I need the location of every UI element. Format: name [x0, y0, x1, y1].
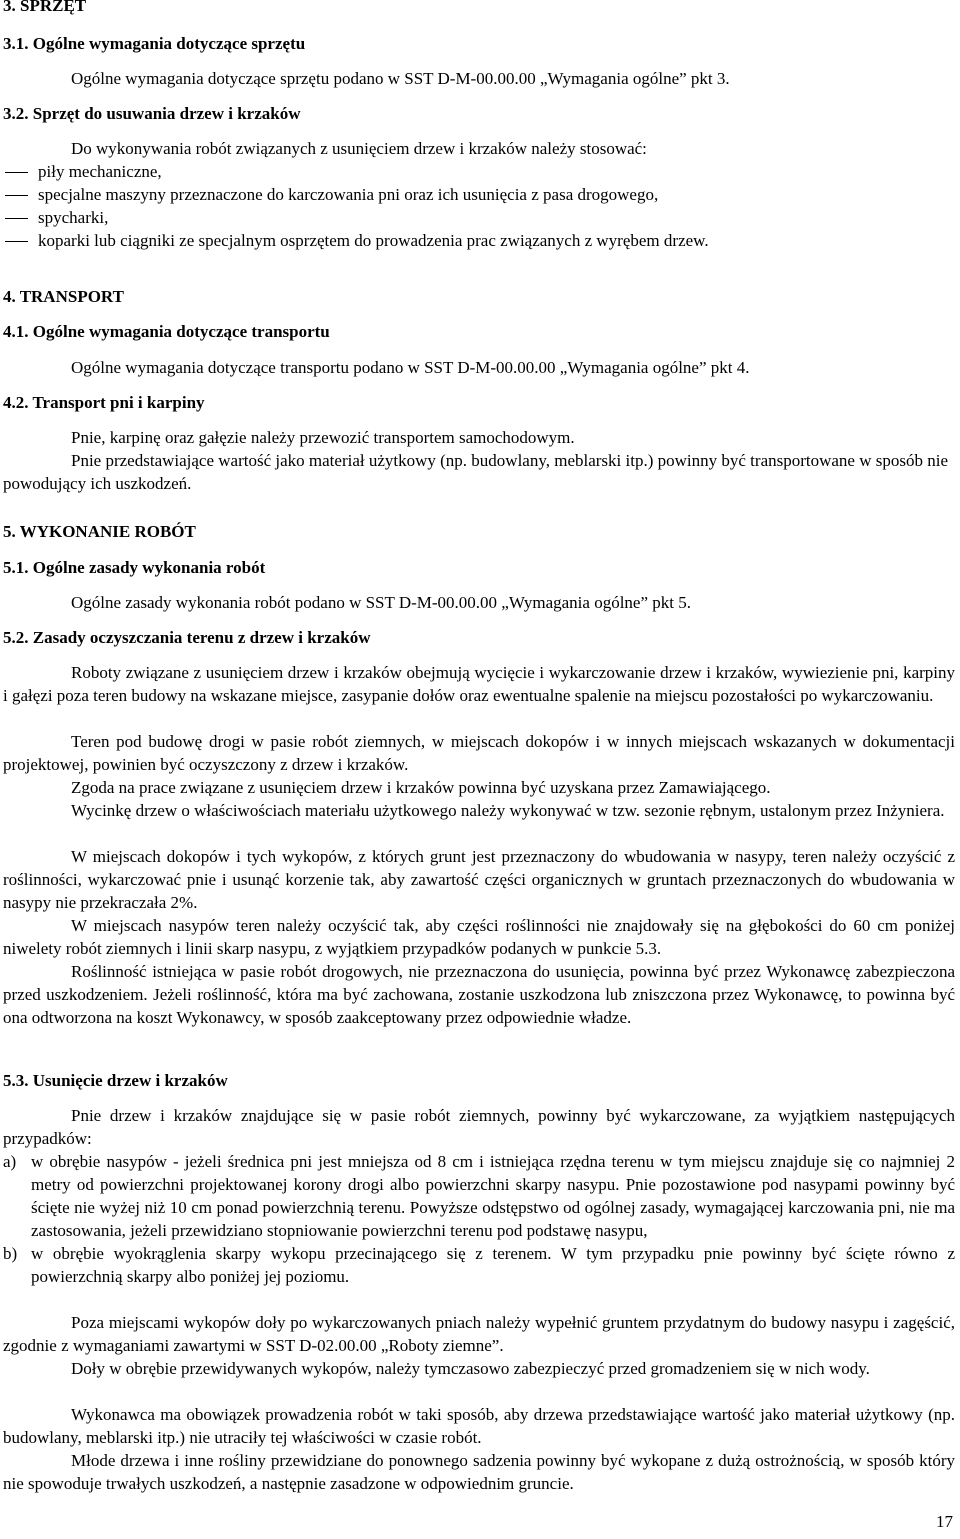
section-5-2-heading: 5.2. Zasady oczyszczania terenu z drzew i krzaków: [3, 628, 371, 647]
section-3-2-heading: 3.2. Sprzęt do usuwania drzew i krzaków: [3, 104, 301, 123]
section-4-heading: 4. TRANSPORT: [3, 287, 124, 306]
equipment-list: [3, 160, 955, 252]
section-4-1-text: Ogólne wymagania dotyczące transportu podano w SST D-M-00.00.00 „Wymagania ogólne” pkt 4.: [71, 358, 750, 377]
section-4-1-heading: 4.1. Ogólne wymagania dotyczące transportu: [3, 322, 330, 341]
exceptions-list: [3, 1150, 955, 1288]
list-marker: b): [3, 1244, 18, 1263]
paragraph: W miejscach dokopów i tych wykopów, z których grunt jest przeznaczony do wbudowania w nasypy, teren należy oczyścić z roślinności, wykarczować pnie i usunąć korzenie tak, aby zawartość części organicznych w gruntach przeznaczonych do wbudowania w nasypy nie przekraczała 2%.: [3, 847, 955, 912]
section-3-heading: 3. SPRZĘT: [3, 0, 87, 15]
paragraph: Roślinność istniejąca w pasie robót drogowych, nie przeznaczona do usunięcia, powinna być przez Wykonawcę zabezpieczona przed uszkodzeniem. Jeżeli roślinność, która ma być zachowana, zostanie uszkodzona lub zniszczona przez Wykonawcę, to powinna być ona odtworzona na koszt Wykonawcy, w sposób zaakceptowany przez odpowiednie władze.: [3, 962, 955, 1027]
paragraph: Pnie drzew i krzaków znajdujące się w pasie robót ziemnych, powinny być wykarczowane, za wyjątkiem następujących przypadków:: [3, 1106, 955, 1148]
paragraph: Poza miejscami wykopów doły po wykarczowanych pniach należy wypełnić gruntem przydatnym do budowy nasypu i zagęścić, zgodnie z wymaganiami zawartymi w SST D-02.00.00 „Roboty ziemne”.: [3, 1313, 955, 1355]
section-5-3-heading: 5.3. Usunięcie drzew i krzaków: [3, 1071, 228, 1090]
list-item-text: w obrębie wyokrąglenia skarpy wykopu przecinającego się z terenem. W tym przypadku pnie powinny być ścięte równo z powierzchnią skarpy albo poniżej jej poziomu.: [31, 1244, 955, 1286]
section-3-1-heading: 3.1. Ogólne wymagania dotyczące sprzętu: [3, 34, 306, 53]
section-4-2-text: Pnie, karpinę oraz gałęzie należy przewozić transportem samochodowym.: [71, 428, 575, 447]
section-5-1-heading: 5.1. Ogólne zasady wykonania robót: [3, 558, 266, 577]
paragraph: Wykonawca ma obowiązek prowadzenia robót w taki sposób, aby drzewa przedstawiające wartość jako materiał użytkowy (np. budowlany, meblarski itp.) nie utraciły tej właściwości w czasie robót.: [3, 1405, 955, 1447]
paragraph: W miejscach nasypów teren należy oczyścić tak, aby części roślinności nie znajdowały się na głębokości do 60 cm poniżej niwelety robót ziemnych i linii skarp nasypu, z wyjątkiem przypadków podanych w punkcie 5.3.: [3, 916, 955, 958]
section-4-2-heading: 4.2. Transport pni i karpiny: [3, 393, 205, 412]
list-item: spycharki,: [3, 206, 955, 229]
paragraph: Zgoda na prace związane z usunięciem drzew i krzaków powinna być uzyskana przez Zamawiającego.: [71, 778, 771, 797]
section-5-heading: 5. WYKONANIE ROBÓT: [3, 522, 196, 541]
paragraph: Wycinkę drzew o właściwościach materiału użytkowego należy wykonywać w tzw. sezonie rębnym, ustalonym przez Inżyniera.: [71, 801, 945, 820]
section-5-1-text: Ogólne zasady wykonania robót podano w SST D-M-00.00.00 „Wymagania ogólne” pkt 5.: [71, 593, 691, 612]
paragraph: Doły w obrębie przewidywanych wykopów, należy tymczasowo zabezpieczyć przed gromadzeniem się w nich wody.: [71, 1359, 870, 1378]
section-3-2-intro: Do wykonywania robót związanych z usunięciem drzew i krzaków należy stosować:: [71, 139, 647, 158]
section-4-2-text: Pnie przedstawiające wartość jako materiał użytkowy (np. budowlany, meblarski itp.) powinny być transportowane w sposób nie powodujący ich uszkodzeń.: [3, 451, 949, 493]
paragraph: Młode drzewa i inne rośliny przewidziane do ponownego sadzenia powinny być wykopane z dużą ostrożnością, w sposób który nie spowoduje trwałych uszkodzeń, a następnie zasadzone w odpowiednim gruncie.: [3, 1451, 955, 1493]
list-marker: a): [3, 1152, 17, 1171]
list-item: [3, 1150, 955, 1242]
page-number: 17: [936, 1512, 953, 1531]
list-item: specjalne maszyny przeznaczone do karczowania pni oraz ich usunięcia z pasa drogowego,: [3, 183, 955, 206]
list-item: [3, 1242, 955, 1288]
paragraph: Roboty związane z usunięciem drzew i krzaków obejmują wycięcie i wykarczowanie drzew i krzaków, wywiezienie pni, karpiny i gałęzi poza teren budowy na wskazane miejsce, zasypanie dołów oraz ewentualne spalenie na miejscu pozostałości po wykarczowaniu.: [3, 663, 955, 705]
list-item: piły mechaniczne,: [3, 160, 955, 183]
paragraph: Teren pod budowę drogi w pasie robót ziemnych, w miejscach dokopów i w innych miejscach wskazanych w dokumentacji projektowej, powinien być oczyszczony z drzew i krzaków.: [3, 732, 955, 774]
list-item: koparki lub ciągniki ze specjalnym osprzętem do prowadzenia prac związanych z wyrębem drzew.: [3, 229, 955, 252]
section-3-1-text: Ogólne wymagania dotyczące sprzętu podano w SST D-M-00.00.00 „Wymagania ogólne” pkt 3.: [71, 69, 730, 88]
list-item-text: w obrębie nasypów - jeżeli średnica pni jest mniejsza od 8 cm i istniejąca rzędna terenu w tym miejscu znajduje się co najmniej 2 metry od powierzchni projektowanej korony drogi albo powierzchni skarpy nasypu. Pnie pozostawione pod nasypami powinny być ścięte nie wyżej niż 10 cm ponad powierzchnią terenu. Powyższe odstępstwo od ogólnej zasady, wymagającej karczowania pni, nie ma zastosowania, jeżeli przewidziano stopniowanie powierzchni terenu pod podstawę nasypu,: [31, 1152, 955, 1240]
